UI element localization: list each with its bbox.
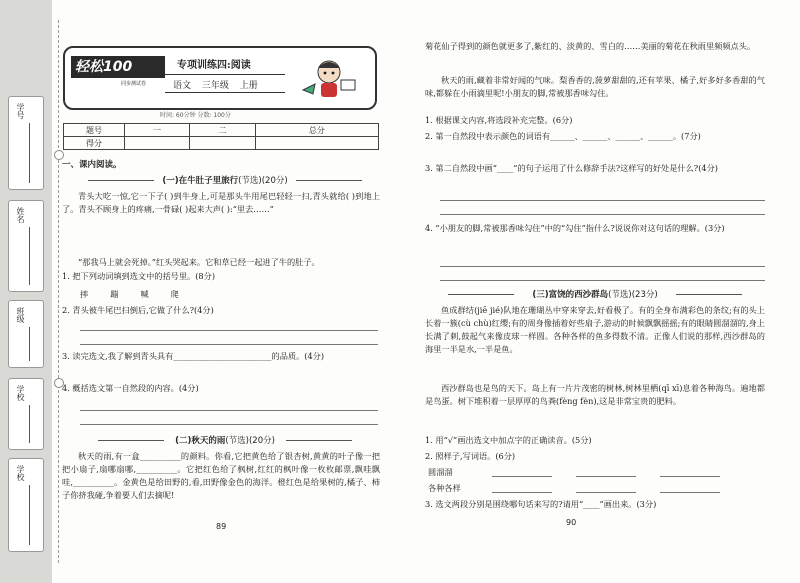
brand-subtitle: 同步测试卷: [121, 81, 147, 87]
score-cell[interactable]: [125, 137, 190, 150]
question-4: 4. 概括选文第一自然段的内容。(4分): [62, 383, 199, 393]
passage2-continued: 菊花仙子得到的颜色就更多了,紫红的、淡黄的、雪白的……美丽的菊花在秋雨里频频点头。: [425, 41, 756, 51]
school-label: 学校: [16, 385, 25, 401]
binding-cut-line: [58, 20, 59, 563]
answer-line[interactable]: [80, 410, 378, 411]
answer-blank[interactable]: [576, 476, 636, 477]
score-row-label: 得分: [64, 137, 125, 150]
brand-logo: 轻松100: [71, 56, 165, 78]
score-header-item: 题号: [64, 124, 125, 137]
passage2-title: (二)秋天的雨(节选)(20分): [170, 434, 280, 446]
example-word-2: 各种各样: [428, 483, 461, 493]
school-label-2: 学校: [16, 465, 25, 481]
word-bank: 摔 蹦 喊 爬: [80, 289, 179, 299]
class-box: [8, 300, 44, 368]
question-r4: 4. “小朋友的脚,常被那香味勾住”中的“勾住”指什么?说说你对这句话的理解。(3分): [425, 223, 725, 233]
name-box: [8, 200, 44, 292]
answer-blank[interactable]: [660, 492, 720, 493]
score-header-part1: 一: [125, 124, 190, 137]
answer-line[interactable]: [80, 330, 378, 331]
question-r1: 1. 根据课文内容,将选段补充完整。(6分): [425, 115, 573, 125]
section-heading: 一、课内阅读。: [62, 160, 122, 170]
passage2-continued-2: 秋天的雨,藏着非常好闻的气味。梨香香的,菠萝甜甜的,还有苹果、橘子,好多好多香甜的气味,都躲在小雨滴里呢!小朋友的脚,常被那香味勾住。: [425, 75, 765, 98]
student-number-label: 学号: [16, 103, 25, 119]
class-label: 班级: [16, 307, 25, 323]
answer-line[interactable]: [440, 214, 765, 215]
school-box: [8, 378, 44, 450]
example-word-1: 圆溜溜: [428, 467, 453, 477]
passage2-text: 秋天的雨,有一盒__________的颜料。你看,它把黄色给了银杏树,黄黄的叶子像一把把小扇子,扇哪扇哪,__________。它把红色给了枫树,红红的枫叶像一枚枚邮票,飘哇飘哇,__________。金黄色是给田野的,看,田野像金色的海洋。橙红色是给果树的,橘子、柿子你挤我碰,争着要人们去摘呢!: [62, 451, 380, 500]
name-label: 姓名: [16, 207, 25, 223]
student-number-box: [8, 96, 44, 190]
answer-line[interactable]: [80, 424, 378, 425]
question-r2: 2. 第一自然段中表示颜色的词语有______、______、______、______。(7分): [425, 131, 701, 141]
passage3-text2: 西沙群岛也是鸟的天下。岛上有一片片茂密的树林,树林里栖(qī xī)息着各种海鸟。遍地都是鸟蛋。树下堆积着一层厚厚的鸟粪(fèng fèn),这是非常宝贵的肥料。: [425, 383, 765, 406]
passage1-text2: “那我马上就会死掉。”红头哭起来。它和草已经一起进了牛的肚子。: [78, 257, 320, 267]
answer-blank[interactable]: [660, 476, 720, 477]
question-2: 2. 青头被牛尾巴扫倒后,它做了什么?(4分): [62, 305, 214, 315]
answer-line[interactable]: [440, 266, 765, 267]
question-r3: 3. 第二自然段中画“____”的句子运用了什么修辞手法?这样写的好处是什么?(4分): [425, 163, 718, 173]
passage1-text: 青头大吃一惊,它一下子( )到牛身上,可是那头牛用尾巴轻轻一扫,青头就给( )到地上了。青头不顾身上的疼痛,一骨碌( )起来大声( ):“里去……”: [62, 191, 380, 214]
question-3: 3. 读完选文,我了解到青头具有________________________的品质。(4分): [62, 351, 325, 361]
exam-subtitle: 语文 三年级 上册: [173, 81, 258, 91]
question-r5: 1. 用“√”画出选文中加点字的正确读音。(5分): [425, 435, 592, 445]
score-header-total: 总分: [255, 124, 378, 137]
passage1-title: (一)在牛肚子里旅行(节选)(20分): [160, 174, 290, 186]
exam-time-score: 时间: 60分钟 分数: 100分: [160, 112, 231, 119]
school-box-2: [8, 458, 44, 552]
question-1: 1. 把下列动词填到选文中的括号里。(8分): [62, 271, 216, 281]
question-r7: 3. 选文两段分别是围绕哪句话来写的?请用“____”画出来。(3分): [425, 499, 657, 509]
answer-line[interactable]: [80, 344, 378, 345]
answer-blank[interactable]: [492, 476, 552, 477]
score-table: [63, 123, 379, 150]
exam-title: 专项训练四:阅读: [177, 60, 251, 71]
score-header-part2: 二: [190, 124, 255, 137]
passage3-text: 鱼成群结(jiē jié)队地在珊瑚丛中穿来穿去,好看极了。有的全身布满彩色的条纹;有的头上长着一簇(cù chù)红缨;有的周身像插着好些扇子,游动的时候飘飘摇摇;有的眼睛圆溜溜的,身上长满了刺,鼓起气来像皮球一样圆。各种各样的鱼多得数不清。正像人们说的那样,西沙群岛的海里一半是水,一半是鱼。: [425, 305, 765, 354]
answer-line[interactable]: [440, 200, 765, 201]
answer-blank[interactable]: [576, 492, 636, 493]
score-cell[interactable]: [190, 137, 255, 150]
mascot-illustration: [295, 54, 365, 102]
answer-blank[interactable]: [492, 492, 552, 493]
page-number-right: 90: [566, 518, 577, 527]
exam-header: [63, 46, 377, 110]
score-cell[interactable]: [255, 137, 378, 150]
answer-line[interactable]: [440, 280, 765, 281]
page-number-left: 89: [216, 522, 227, 531]
question-r6: 2. 照样子,写词语。(6分): [425, 451, 516, 461]
binding-strip: [0, 0, 52, 583]
passage3-title: (三)富饶的西沙群岛(节选)(23分): [520, 288, 670, 300]
